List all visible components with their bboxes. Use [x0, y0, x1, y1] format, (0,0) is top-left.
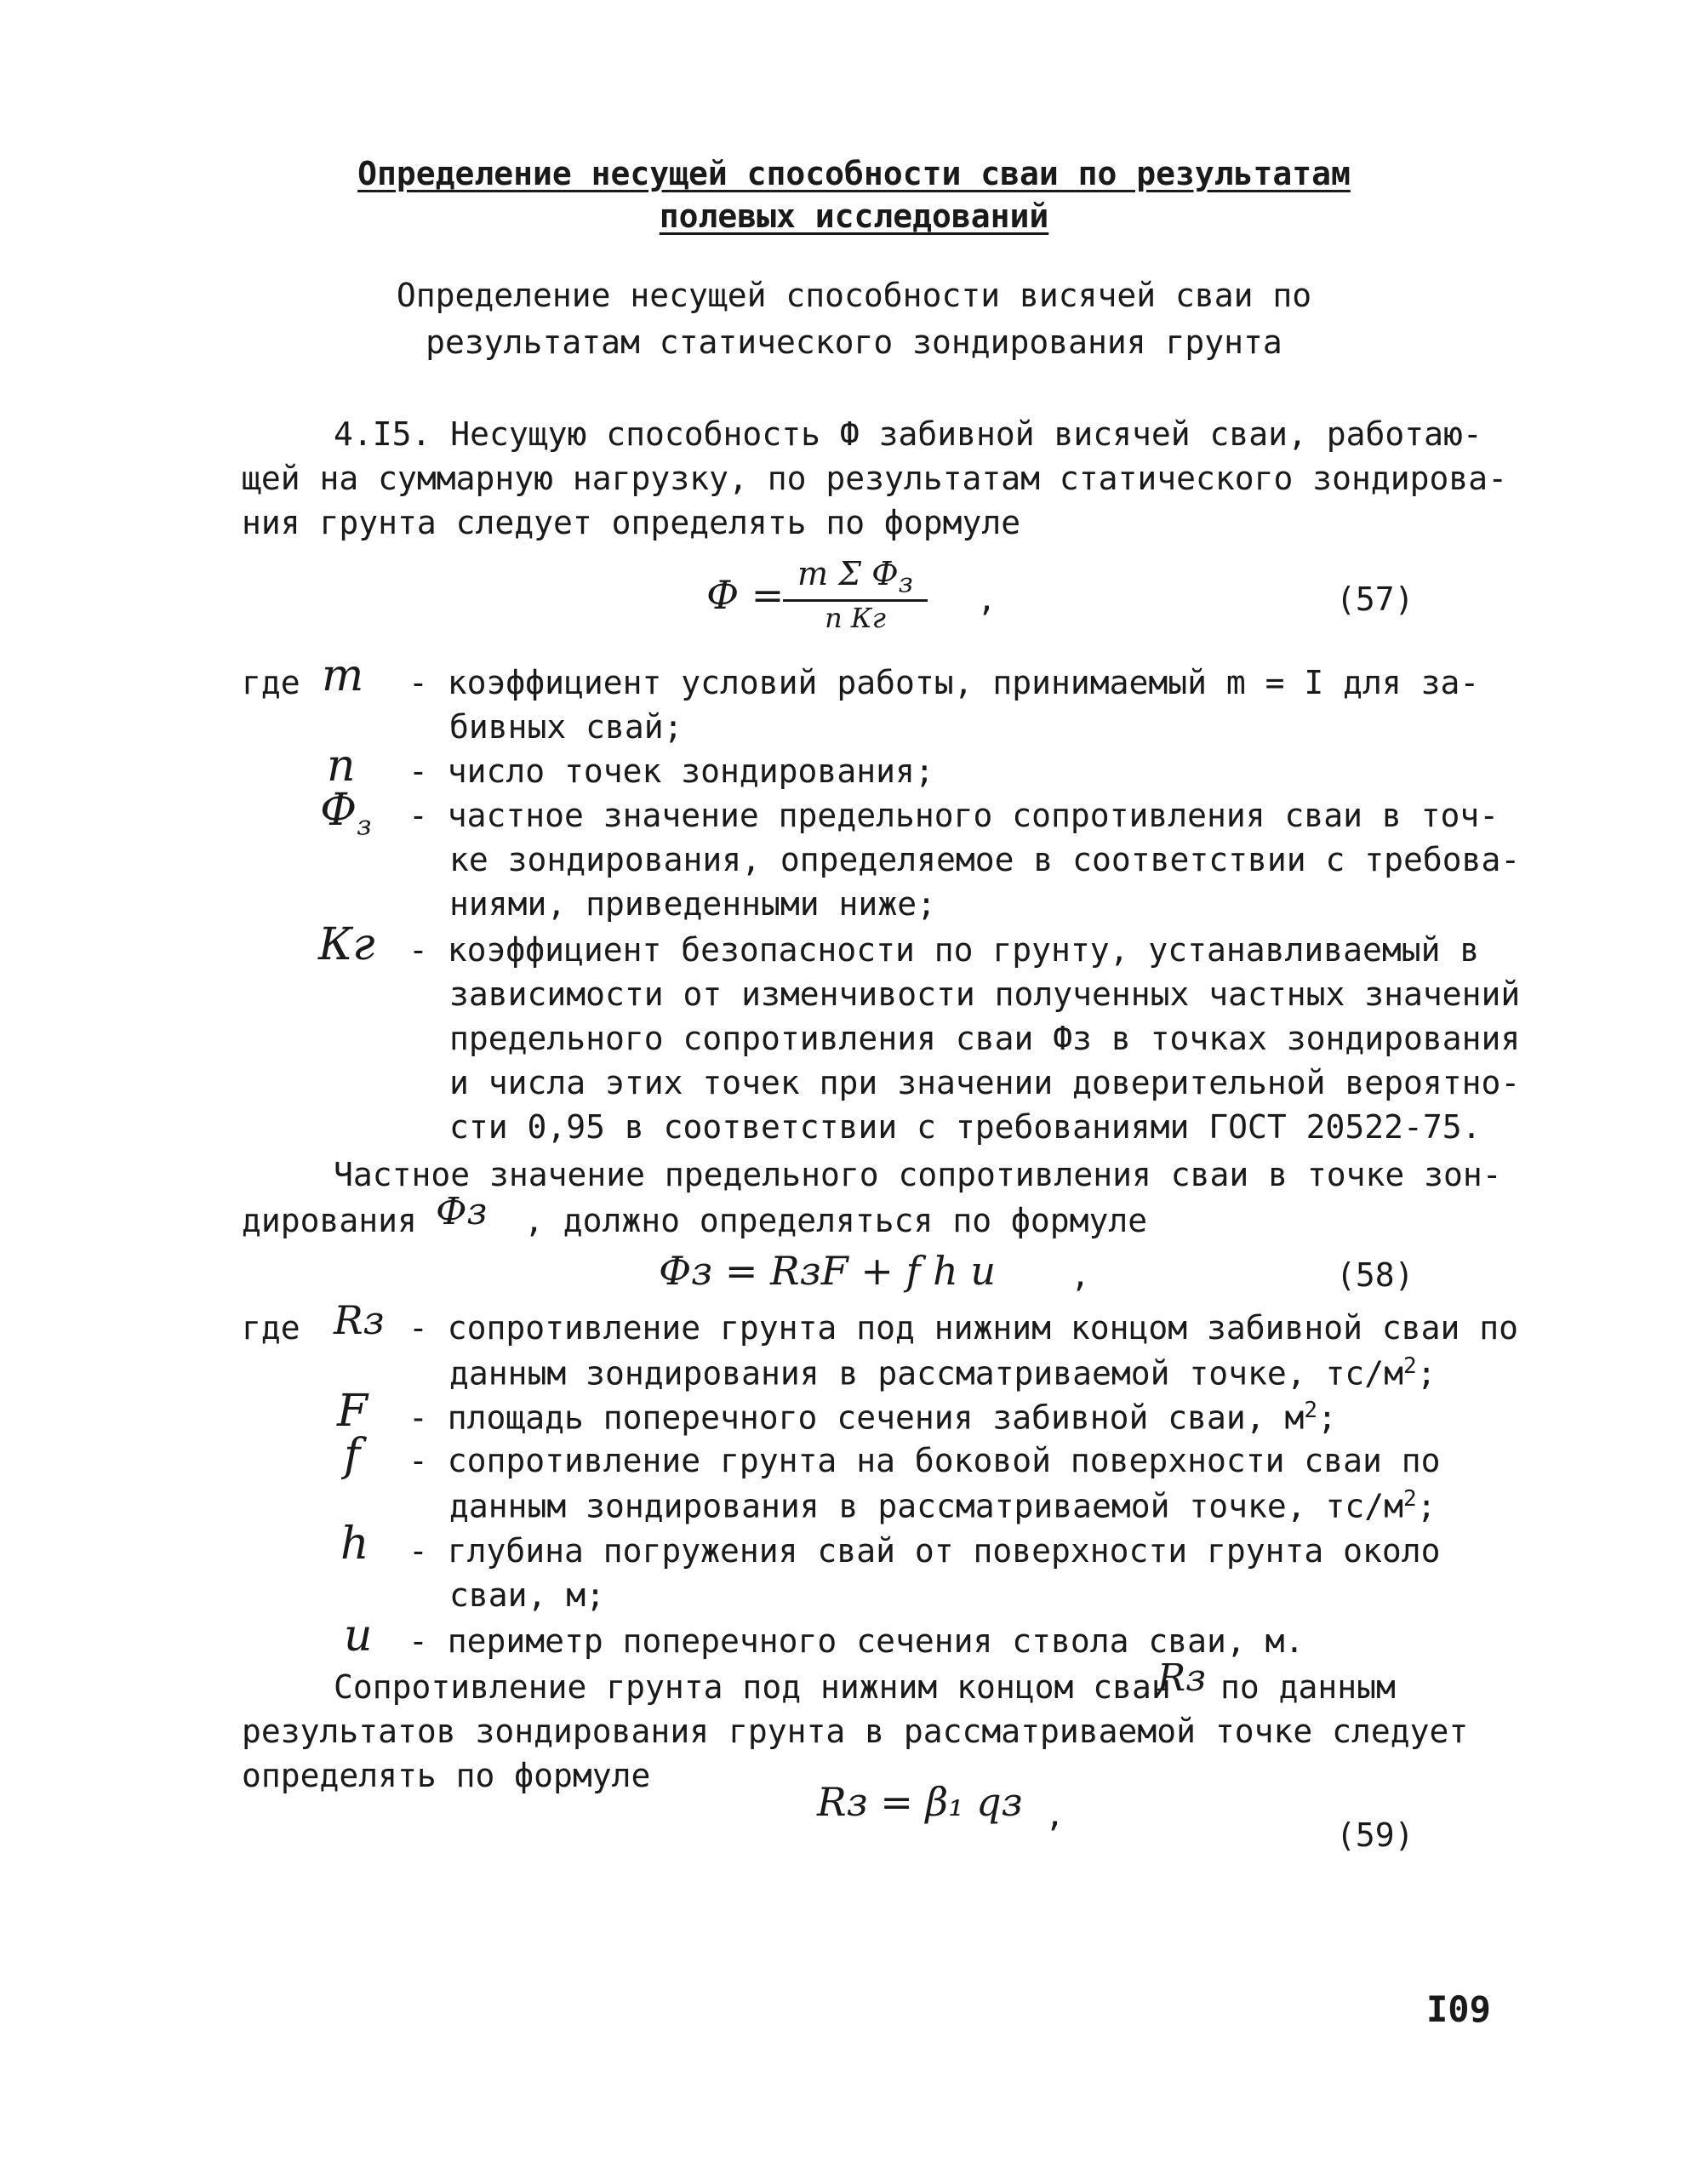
eq57-numerator: m Σ Ф — [797, 555, 899, 592]
eq57-lhs: Ф = — [706, 572, 785, 618]
eq57-number: (57) — [1336, 581, 1414, 618]
defs2-u-text: - периметр поперечного сечения ствола сваи, м. — [408, 1622, 1305, 1660]
eq57-numerator-sub: з — [898, 568, 913, 599]
defs2-fs-text-2: данным зондирования в рассматриваемой точке, $тс/м^2$; — [449, 1486, 1437, 1525]
eq57-denominator: n Кг — [825, 601, 886, 634]
subheading-line-1: Определение несущей способности висячей сваи по — [396, 277, 1312, 314]
para2-line-2a: дирования — [242, 1202, 417, 1239]
defs1-kg-text-1: - коэффициент безопасности по грунту, устанавливаемый в — [408, 931, 1480, 969]
eq57-fraction — [783, 555, 928, 634]
defs1-phi-text-3: ниями, приведенными ниже; — [449, 885, 936, 923]
defs1-where: где — [242, 664, 300, 701]
eq59-number: (59) — [1336, 1816, 1414, 1854]
eq58-formula: Фз = RзF + f h u — [659, 1248, 997, 1294]
symbol-phi-z: $Ф_з$ — [320, 785, 372, 842]
symbol-phi-z-sub: з — [357, 809, 372, 842]
eq59-formula: Rз = β₁ qз — [817, 1779, 1023, 1825]
heading-line-1: Определение несущей способности сваи по результатам — [357, 155, 1351, 192]
defs1-m-text-1: - коэффициент условий работы, принимаемый m = I для за- — [408, 664, 1480, 701]
symbol-f-area: F — [337, 1386, 368, 1437]
symbol-f-side: f — [344, 1430, 361, 1481]
para2-line-1: Частное значение предельного сопротивления сваи в точке зон- — [334, 1156, 1502, 1193]
defs1-kg-text-2: зависимости от изменчивости полученных частных значений — [449, 975, 1521, 1013]
defs1-phi-text-2: ке зондирования, определяемое в соответствии с требова- — [449, 841, 1521, 878]
eq57-comma: , — [977, 581, 997, 618]
heading-line-2: полевых исследований — [659, 197, 1049, 235]
defs1-n-text: - число точек зондирования; — [408, 752, 934, 790]
defs2-h-text-1: - глубина погружения свай от поверхности грунта около — [408, 1532, 1441, 1570]
defs2-f-text: - площадь поперечного сечения забивной сваи, $м^2$; — [408, 1398, 1337, 1437]
para3-line-1b: по данным — [1220, 1668, 1396, 1706]
defs2-r-sup: 2 — [1403, 1353, 1417, 1379]
para1-line-3: ния грунта следует определять по формуле — [242, 504, 1021, 541]
para3-line-1a: Сопротивление грунта под нижним концом сваи — [334, 1668, 1171, 1706]
defs2-f-sup: 2 — [1304, 1398, 1318, 1423]
defs2-fs-sup: 2 — [1403, 1486, 1417, 1512]
symbol-m: m — [322, 650, 364, 701]
symbol-n: n — [327, 741, 356, 792]
defs1-kg-text-3: предельного сопротивления сваи Фз в точках зондирования — [449, 1020, 1521, 1057]
page-number: I09 — [1426, 1988, 1491, 2030]
para2-symbol-phi-z: Фз — [436, 1190, 488, 1233]
symbol-kg: Кг — [318, 919, 375, 970]
para3-line-2: результатов зондирования грунта в рассматриваемой точке следует — [242, 1713, 1469, 1750]
defs1-kg-text-5: сти 0,95 в соответствии с требованиями ГОСТ 20522-75. — [449, 1108, 1482, 1146]
defs2-r-text-1: - сопротивление грунта под нижним концом забивной сваи по — [408, 1309, 1519, 1347]
para3-line-3: определять по формуле — [242, 1757, 651, 1794]
defs2-r-text-2: данным зондирования в рассматриваемой точке, $тс/м^2$; — [449, 1353, 1437, 1393]
para3-symbol-r-z: Rз — [1157, 1656, 1207, 1700]
symbol-u: u — [344, 1610, 373, 1662]
defs2-where: где — [242, 1309, 300, 1347]
para2-line-2b: , должно определяться по формуле — [524, 1202, 1148, 1239]
defs2-fs-text-1: - сопротивление грунта на боковой поверхности сваи по — [408, 1442, 1441, 1479]
eq58-comma: , — [1071, 1256, 1090, 1294]
eq58-number: (58) — [1336, 1256, 1414, 1294]
symbol-r-z: Rз — [334, 1297, 385, 1343]
defs1-m-text-2: бивных свай; — [449, 708, 683, 746]
symbol-h: h — [340, 1519, 369, 1570]
defs2-h-text-2: сваи, м; — [449, 1576, 606, 1614]
eq59-comma: , — [1045, 1796, 1065, 1833]
defs1-kg-text-4: и числа этих точек при значении доверительной вероятно- — [449, 1064, 1521, 1101]
para1-line-2: щей на суммарную нагрузку, по результатам статического зондирова- — [242, 460, 1508, 497]
subheading-line-2: результатам статического зондирования грунта — [426, 323, 1282, 361]
para1-line-1: 4.I5. Несущую способность Ф забивной висячей сваи, работаю- — [334, 415, 1482, 453]
defs1-phi-text-1: - частное значение предельного сопротивления сваи в точ- — [408, 797, 1499, 834]
